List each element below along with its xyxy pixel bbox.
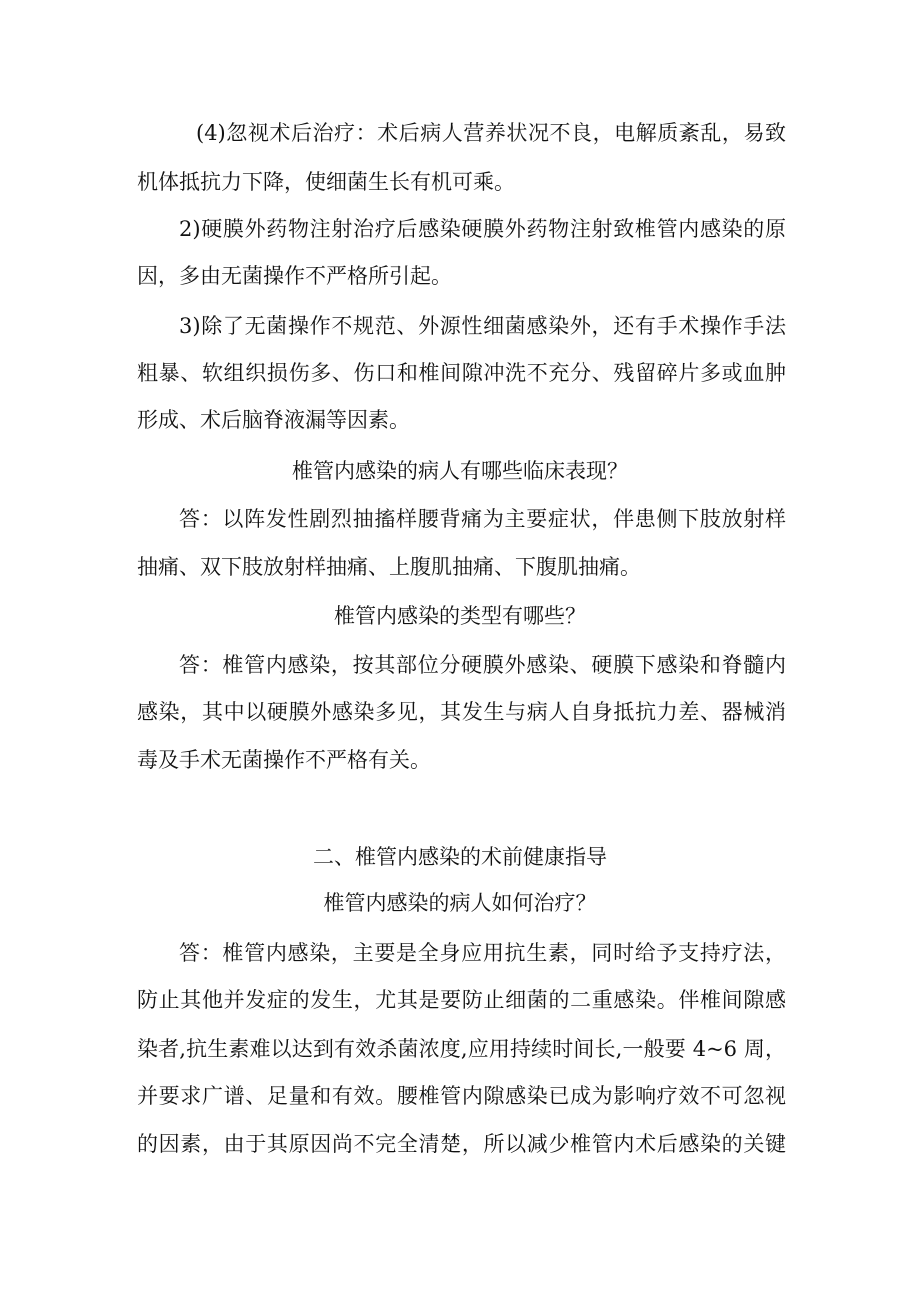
document-page: (4)忽视术后治疗：术后病人营养状况不良，电解质紊乱，易致 机体抵抗力下降，使细菌生长有机可乘。 2)硬膜外药物注射治疗后感染硬膜外药物注射致椎管内感染的原 因，多由无菌操作不严格所引起。 3)除了无菌操作不规范、外源性细菌感染外，还有手术操作手法 粗暴、软组织损伤多、伤口和椎间隙冲洗不充分、残留碎片多或血肿 形成、术后脑脊液漏等因素。 椎管内感染的病人有哪些临床表现？ 答：以阵发性剧烈抽搐样腰背痛为主要症状，伴患侧下肢放射样 抽痛、双下肢放射样抽痛、上腹肌抽痛、下腹肌抽痛。 椎管内感染的类型有哪些？ 答：椎管内感染，按其部位分硬膜外感染、硬膜下感染和脊髓内 感染，其中以硬膜外感染多见，其发生与病人自身抵抗力差、器械消 毒及手术无菌操作不严格有关。 二、椎管内感染的术前健康指导 椎管内感染的病人如何治疗？ 答：椎管内感染，主要是全身应用抗生素，同时给予支持疗法， 防止其他并发症的发生，尤其是要防止细菌的二重感染。伴椎间隙感 染者,抗生素难以达到有效杀菌浓度,应用持续时间长,一般要 4~6 周， 并要求广谱、足量和有效。腰椎管内隙感染已成为影响疗效不可忽视 的因素，由于其原因尚不完全清楚，所以减少椎管内术后感染的关键 (137, 121, 786, 1156)
